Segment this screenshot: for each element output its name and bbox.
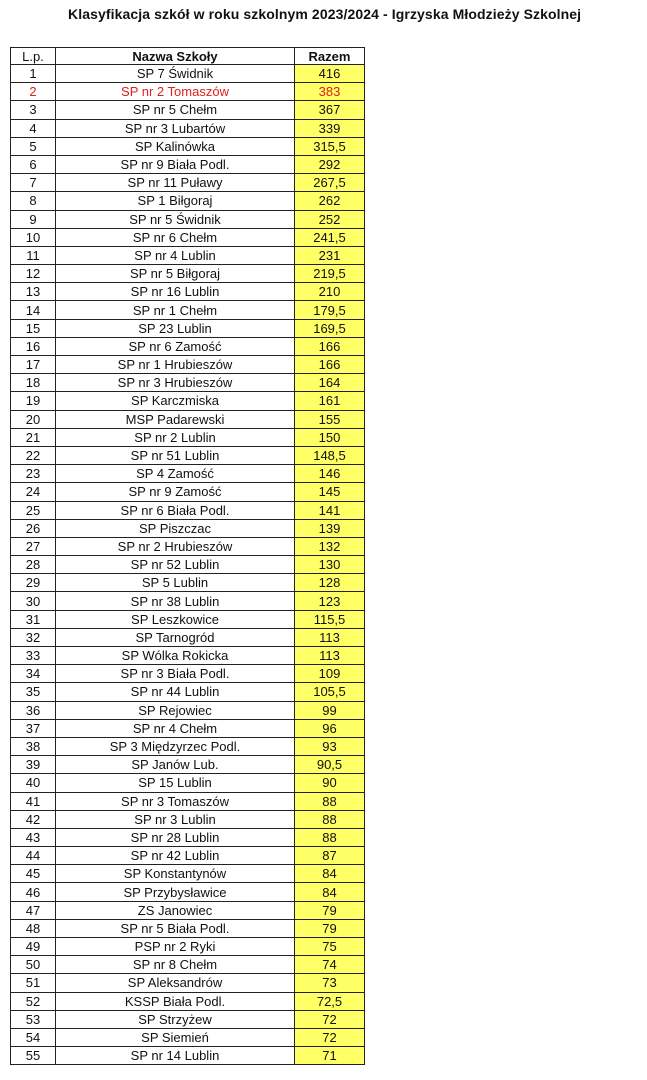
row-school-name: SP Wólka Rokicka [56, 647, 295, 665]
table-row [11, 483, 365, 501]
row-total: 115,5 [295, 610, 365, 628]
row-school-name: SP Janów Lub. [56, 756, 295, 774]
table-body [11, 65, 365, 1065]
row-school-name: PSP nr 2 Ryki [56, 938, 295, 956]
row-lp: 1 [11, 65, 56, 83]
row-total: 73 [295, 974, 365, 992]
row-lp: 32 [11, 628, 56, 646]
row-lp: 3 [11, 101, 56, 119]
table-row [11, 737, 365, 755]
row-lp: 5 [11, 137, 56, 155]
row-school-name: SP Tarnogród [56, 628, 295, 646]
row-school-name: SP Rejowiec [56, 701, 295, 719]
row-total: 79 [295, 919, 365, 937]
row-lp: 29 [11, 574, 56, 592]
row-school-name: SP nr 2 Tomaszów [56, 83, 295, 101]
row-school-name: SP 7 Świdnik [56, 65, 295, 83]
table-row [11, 337, 365, 355]
row-lp: 49 [11, 938, 56, 956]
row-total: 84 [295, 865, 365, 883]
table-row [11, 774, 365, 792]
table-row [11, 119, 365, 137]
row-total: 383 [295, 83, 365, 101]
row-school-name: SP 5 Lublin [56, 574, 295, 592]
row-lp: 20 [11, 410, 56, 428]
row-lp: 41 [11, 792, 56, 810]
table-row [11, 410, 365, 428]
row-total: 166 [295, 337, 365, 355]
row-total: 367 [295, 101, 365, 119]
row-total: 113 [295, 628, 365, 646]
row-total: 161 [295, 392, 365, 410]
table-row [11, 919, 365, 937]
row-total: 90 [295, 774, 365, 792]
table-row [11, 83, 365, 101]
row-school-name: SP Leszkowice [56, 610, 295, 628]
row-school-name: SP nr 3 Hrubieszów [56, 374, 295, 392]
row-total: 109 [295, 665, 365, 683]
row-school-name: SP Piszczac [56, 519, 295, 537]
row-school-name: SP nr 11 Puławy [56, 174, 295, 192]
table-row [11, 901, 365, 919]
row-total: 123 [295, 592, 365, 610]
row-lp: 21 [11, 428, 56, 446]
table-row [11, 647, 365, 665]
table-row [11, 938, 365, 956]
row-school-name: SP nr 42 Lublin [56, 847, 295, 865]
row-total: 84 [295, 883, 365, 901]
table-row [11, 665, 365, 683]
row-total: 87 [295, 847, 365, 865]
row-school-name: SP nr 9 Zamość [56, 483, 295, 501]
row-lp: 25 [11, 501, 56, 519]
row-school-name: SP nr 3 Lubartów [56, 119, 295, 137]
row-school-name: SP Przybysławice [56, 883, 295, 901]
table-row [11, 883, 365, 901]
row-total: 141 [295, 501, 365, 519]
row-school-name: SP nr 28 Lublin [56, 828, 295, 846]
table-row [11, 810, 365, 828]
table-row [11, 847, 365, 865]
table-row [11, 392, 365, 410]
row-school-name: SP nr 51 Lublin [56, 446, 295, 464]
row-school-name: SP Strzyżew [56, 1010, 295, 1028]
row-lp: 15 [11, 319, 56, 337]
row-lp: 14 [11, 301, 56, 319]
row-total: 128 [295, 574, 365, 592]
row-total: 72 [295, 1010, 365, 1028]
row-school-name: KSSP Biała Podl. [56, 992, 295, 1010]
row-lp: 7 [11, 174, 56, 192]
table-row [11, 210, 365, 228]
row-lp: 51 [11, 974, 56, 992]
row-lp: 17 [11, 356, 56, 374]
row-lp: 34 [11, 665, 56, 683]
row-lp: 50 [11, 956, 56, 974]
row-total: 72 [295, 1028, 365, 1046]
row-lp: 33 [11, 647, 56, 665]
row-total: 145 [295, 483, 365, 501]
table-row [11, 756, 365, 774]
row-lp: 24 [11, 483, 56, 501]
row-school-name: SP nr 3 Biała Podl. [56, 665, 295, 683]
row-total: 75 [295, 938, 365, 956]
table-row [11, 446, 365, 464]
row-school-name: SP nr 2 Hrubieszów [56, 537, 295, 555]
row-total: 88 [295, 810, 365, 828]
row-total: 155 [295, 410, 365, 428]
table-row [11, 65, 365, 83]
row-lp: 27 [11, 537, 56, 555]
row-total: 210 [295, 283, 365, 301]
row-school-name: SP nr 3 Tomaszów [56, 792, 295, 810]
row-school-name: SP Aleksandrów [56, 974, 295, 992]
row-lp: 37 [11, 719, 56, 737]
row-school-name: SP nr 5 Chełm [56, 101, 295, 119]
row-total: 315,5 [295, 137, 365, 155]
row-total: 90,5 [295, 756, 365, 774]
row-total: 130 [295, 556, 365, 574]
row-lp: 9 [11, 210, 56, 228]
row-total: 166 [295, 356, 365, 374]
row-school-name: SP nr 4 Lublin [56, 246, 295, 264]
table-row [11, 610, 365, 628]
row-total: 262 [295, 192, 365, 210]
table-row [11, 683, 365, 701]
row-lp: 36 [11, 701, 56, 719]
row-school-name: SP Siemień [56, 1028, 295, 1046]
table-row [11, 537, 365, 555]
header-lp: L.p. [11, 48, 56, 65]
table-row [11, 828, 365, 846]
table-row [11, 101, 365, 119]
row-school-name: SP nr 3 Lublin [56, 810, 295, 828]
table-row [11, 592, 365, 610]
row-total: 105,5 [295, 683, 365, 701]
row-school-name: SP Konstantynów [56, 865, 295, 883]
row-total: 339 [295, 119, 365, 137]
row-lp: 35 [11, 683, 56, 701]
row-total: 148,5 [295, 446, 365, 464]
row-lp: 55 [11, 1047, 56, 1065]
table-row [11, 1047, 365, 1065]
row-school-name: SP nr 1 Chełm [56, 301, 295, 319]
row-school-name: SP nr 6 Chełm [56, 228, 295, 246]
table-row [11, 792, 365, 810]
row-total: 113 [295, 647, 365, 665]
table-header-row [11, 48, 365, 65]
row-school-name: SP nr 8 Chełm [56, 956, 295, 974]
row-school-name: MSP Padarewski [56, 410, 295, 428]
row-lp: 46 [11, 883, 56, 901]
row-school-name: SP nr 5 Świdnik [56, 210, 295, 228]
row-total: 99 [295, 701, 365, 719]
row-school-name: SP Karczmiska [56, 392, 295, 410]
row-school-name: SP nr 4 Chełm [56, 719, 295, 737]
row-school-name: SP nr 2 Lublin [56, 428, 295, 446]
row-lp: 31 [11, 610, 56, 628]
row-school-name: SP 23 Lublin [56, 319, 295, 337]
row-total: 252 [295, 210, 365, 228]
row-total: 71 [295, 1047, 365, 1065]
row-lp: 18 [11, 374, 56, 392]
row-total: 292 [295, 155, 365, 173]
row-school-name: SP nr 44 Lublin [56, 683, 295, 701]
table-row [11, 974, 365, 992]
table-row [11, 228, 365, 246]
row-total: 150 [295, 428, 365, 446]
row-school-name: SP nr 14 Lublin [56, 1047, 295, 1065]
row-lp: 52 [11, 992, 56, 1010]
row-school-name: ZS Janowiec [56, 901, 295, 919]
row-total: 79 [295, 901, 365, 919]
row-lp: 16 [11, 337, 56, 355]
row-total: 267,5 [295, 174, 365, 192]
table-row [11, 246, 365, 264]
table-row [11, 137, 365, 155]
row-school-name: SP nr 16 Lublin [56, 283, 295, 301]
row-total: 88 [295, 828, 365, 846]
table-row [11, 465, 365, 483]
table-row [11, 265, 365, 283]
row-total: 164 [295, 374, 365, 392]
row-lp: 45 [11, 865, 56, 883]
row-total: 146 [295, 465, 365, 483]
row-lp: 47 [11, 901, 56, 919]
page-title: Klasyfikacja szkół w roku szkolnym 2023/2024 - Igrzyska Młodzieży Szkolnej [68, 6, 582, 22]
table-row [11, 174, 365, 192]
row-school-name: SP nr 6 Biała Podl. [56, 501, 295, 519]
row-total: 219,5 [295, 265, 365, 283]
table-row [11, 192, 365, 210]
row-total: 88 [295, 792, 365, 810]
row-lp: 26 [11, 519, 56, 537]
row-lp: 38 [11, 737, 56, 755]
table-row [11, 356, 365, 374]
row-lp: 54 [11, 1028, 56, 1046]
row-lp: 2 [11, 83, 56, 101]
table-row [11, 428, 365, 446]
table-row [11, 283, 365, 301]
ranking-table [10, 47, 365, 1065]
row-school-name: SP 3 Międzyrzec Podl. [56, 737, 295, 755]
table-row [11, 519, 365, 537]
row-total: 93 [295, 737, 365, 755]
row-lp: 42 [11, 810, 56, 828]
row-total: 74 [295, 956, 365, 974]
row-school-name: SP 4 Zamość [56, 465, 295, 483]
row-lp: 19 [11, 392, 56, 410]
row-lp: 13 [11, 283, 56, 301]
table-row [11, 301, 365, 319]
table-row [11, 1010, 365, 1028]
row-lp: 39 [11, 756, 56, 774]
row-total: 72,5 [295, 992, 365, 1010]
table-row [11, 992, 365, 1010]
row-lp: 23 [11, 465, 56, 483]
row-total: 231 [295, 246, 365, 264]
row-total: 416 [295, 65, 365, 83]
table-row [11, 319, 365, 337]
row-lp: 40 [11, 774, 56, 792]
table-row [11, 155, 365, 173]
row-lp: 12 [11, 265, 56, 283]
row-total: 139 [295, 519, 365, 537]
row-school-name: SP nr 5 Biała Podl. [56, 919, 295, 937]
row-lp: 11 [11, 246, 56, 264]
row-school-name: SP nr 52 Lublin [56, 556, 295, 574]
row-lp: 43 [11, 828, 56, 846]
row-lp: 30 [11, 592, 56, 610]
table-row [11, 865, 365, 883]
table-row [11, 556, 365, 574]
row-school-name: SP nr 1 Hrubieszów [56, 356, 295, 374]
row-total: 169,5 [295, 319, 365, 337]
table-row [11, 701, 365, 719]
row-school-name: SP nr 9 Biała Podl. [56, 155, 295, 173]
table-row [11, 501, 365, 519]
table-row [11, 956, 365, 974]
row-lp: 22 [11, 446, 56, 464]
row-school-name: SP 1 Biłgoraj [56, 192, 295, 210]
row-total: 96 [295, 719, 365, 737]
table-row [11, 719, 365, 737]
header-school-name: Nazwa Szkoły [56, 48, 295, 65]
table-row [11, 1028, 365, 1046]
row-lp: 28 [11, 556, 56, 574]
row-school-name: SP 15 Lublin [56, 774, 295, 792]
row-lp: 44 [11, 847, 56, 865]
table-row [11, 628, 365, 646]
table-row [11, 374, 365, 392]
row-total: 179,5 [295, 301, 365, 319]
row-lp: 4 [11, 119, 56, 137]
row-school-name: SP nr 38 Lublin [56, 592, 295, 610]
row-lp: 6 [11, 155, 56, 173]
row-school-name: SP nr 6 Zamość [56, 337, 295, 355]
row-lp: 10 [11, 228, 56, 246]
header-total: Razem [295, 48, 365, 65]
table-row [11, 574, 365, 592]
row-lp: 48 [11, 919, 56, 937]
row-lp: 8 [11, 192, 56, 210]
row-total: 241,5 [295, 228, 365, 246]
row-school-name: SP nr 5 Biłgoraj [56, 265, 295, 283]
row-school-name: SP Kalinówka [56, 137, 295, 155]
row-lp: 53 [11, 1010, 56, 1028]
row-total: 132 [295, 537, 365, 555]
